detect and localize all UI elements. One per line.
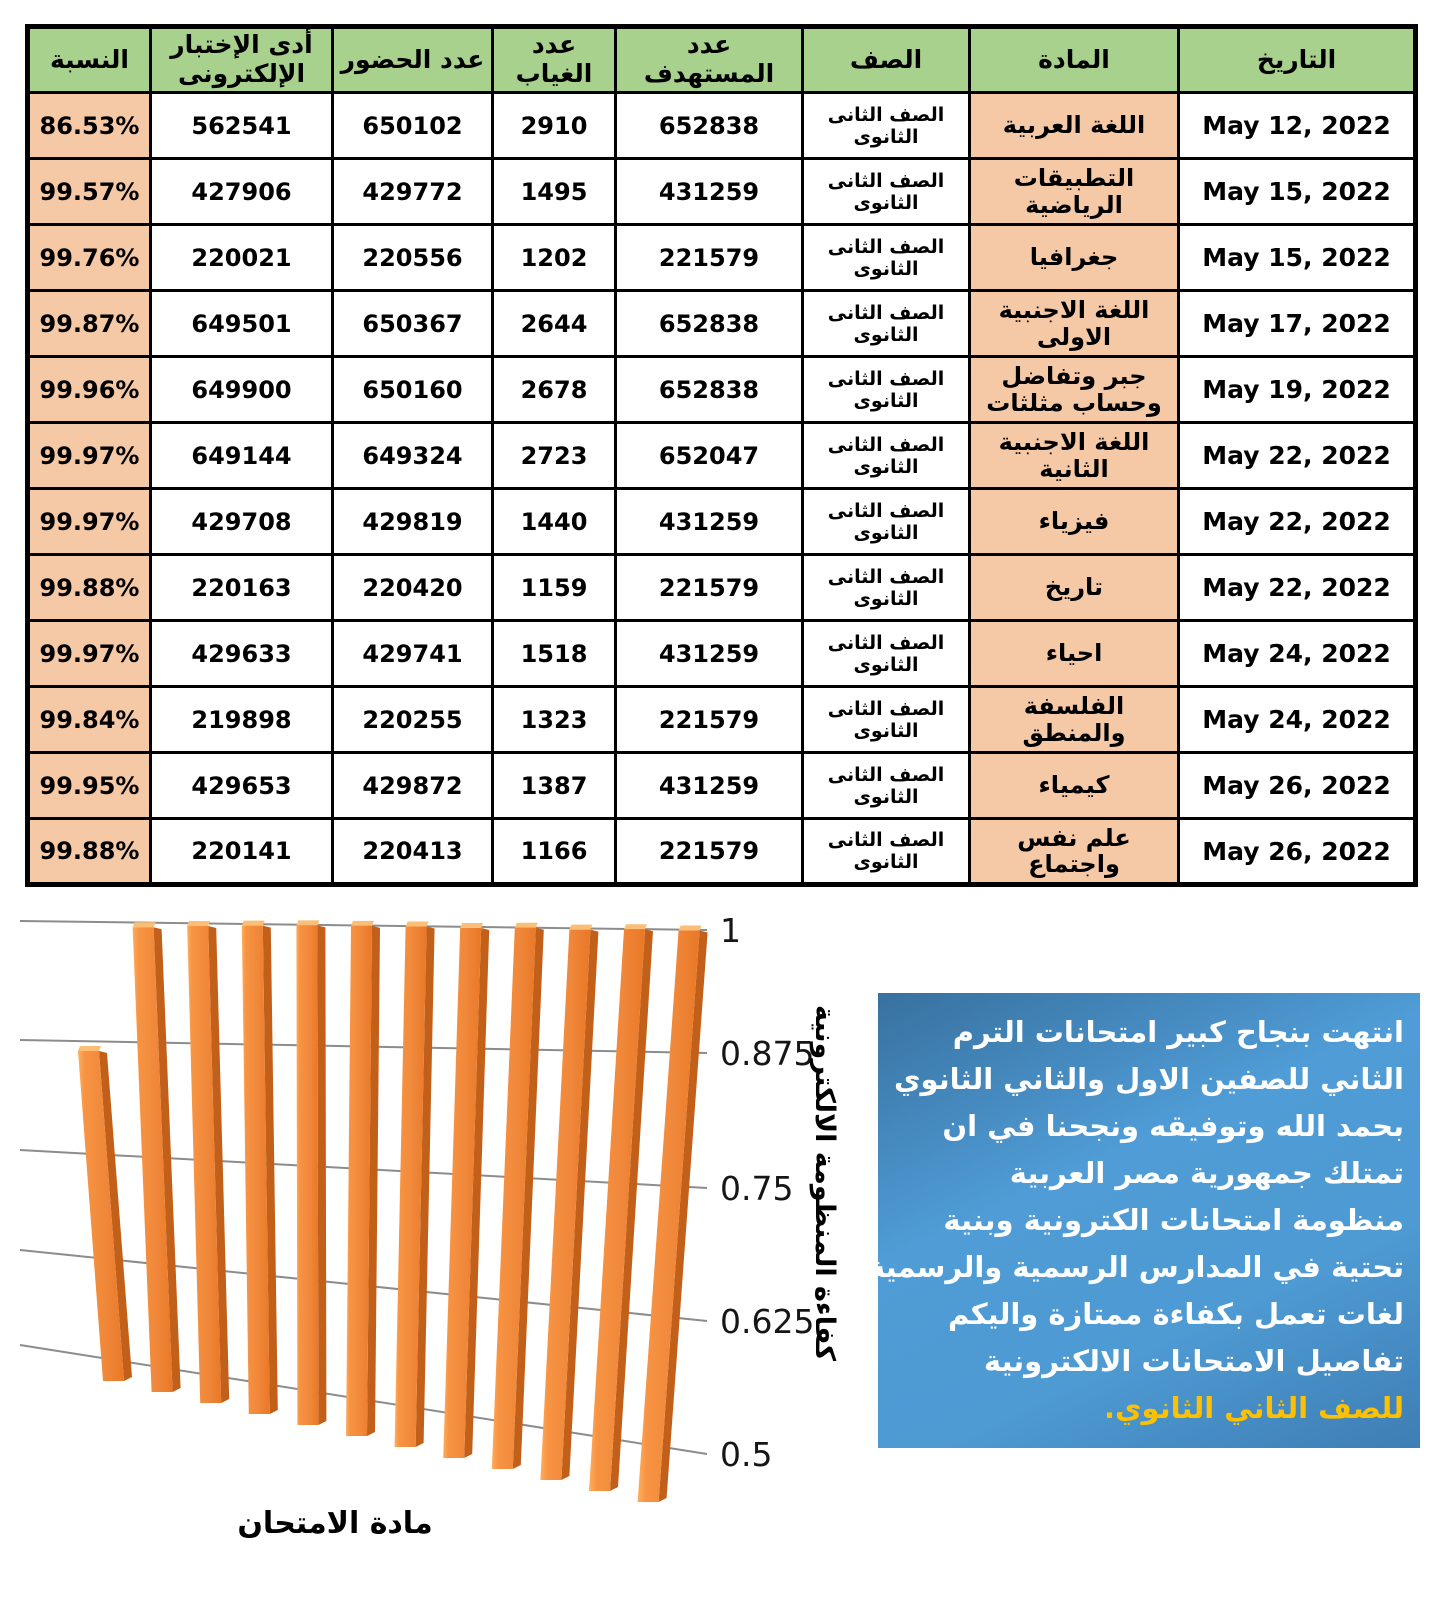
cell-absent: 1202	[493, 225, 616, 291]
table-row	[28, 819, 1416, 885]
cell-subject: الفلسفة والمنطق	[970, 687, 1179, 753]
cell-date: May 19, 2022	[1179, 357, 1416, 423]
cell-pct: 99.87%	[28, 291, 151, 357]
cell-absent: 2910	[493, 93, 616, 159]
cell-date: May 22, 2022	[1179, 489, 1416, 555]
cell-date: May 15, 2022	[1179, 225, 1416, 291]
table-row	[28, 753, 1416, 819]
cell-absent: 1166	[493, 819, 616, 885]
cell-subject: جغرافيا	[970, 225, 1179, 291]
cell-took: 427906	[151, 159, 333, 225]
cell-subject: جبر وتفاضل وحساب مثلثات	[970, 357, 1179, 423]
cell-pct: 99.97%	[28, 423, 151, 489]
cell-pct: 99.96%	[28, 357, 151, 423]
cell-pct: 99.88%	[28, 819, 151, 885]
cell-subject: اللغة الاجنبية الثانية	[970, 423, 1179, 489]
cell-absent: 1440	[493, 489, 616, 555]
announcement-line: تمتلك جمهورية مصر العربية	[1009, 1156, 1404, 1190]
cell-target: 431259	[616, 753, 803, 819]
announcement-line: بحمد الله وتوفيقه ونجحنا في ان	[942, 1109, 1404, 1143]
cell-absent: 2644	[493, 291, 616, 357]
cell-subject: اللغة الاجنبية الاولى	[970, 291, 1179, 357]
announcement-line: انتهت بنجاح كبير امتحانات الترم	[952, 1015, 1404, 1049]
cell-grade: الصف الثانى الثانوى	[803, 93, 970, 159]
cell-grade: الصف الثانى الثانوى	[803, 687, 970, 753]
table-row	[28, 357, 1416, 423]
table-row	[28, 225, 1416, 291]
cell-subject: تاريخ	[970, 555, 1179, 621]
cell-subject: التطبيقات الرياضية	[970, 159, 1179, 225]
exam-results-table	[25, 24, 1418, 887]
cell-grade: الصف الثانى الثانوى	[803, 555, 970, 621]
header-target-count: عدد المستهدف	[616, 27, 803, 93]
cell-absent: 1323	[493, 687, 616, 753]
cell-target: 652838	[616, 357, 803, 423]
svg-text:0.75: 0.75	[720, 1169, 794, 1208]
table-row	[28, 93, 1416, 159]
header-subject: المادة	[970, 27, 1179, 93]
announcement-line: لغات تعمل بكفاءة ممتازة واليكم	[948, 1297, 1404, 1331]
cell-took: 649501	[151, 291, 333, 357]
cell-present: 429819	[333, 489, 493, 555]
cell-took: 220141	[151, 819, 333, 885]
announcement-line: الثاني للصفين الاول والثاني الثانوي	[893, 1062, 1404, 1096]
cell-date: May 17, 2022	[1179, 291, 1416, 357]
y-axis-label: كفاءة المنظومة الالكترونية	[809, 1005, 840, 1361]
cell-took: 649144	[151, 423, 333, 489]
cell-grade: الصف الثانى الثانوى	[803, 225, 970, 291]
cell-took: 429633	[151, 621, 333, 687]
header-row	[28, 27, 1416, 93]
cell-took: 219898	[151, 687, 333, 753]
cell-took: 429653	[151, 753, 333, 819]
cell-present: 220413	[333, 819, 493, 885]
cell-target: 221579	[616, 687, 803, 753]
header-absence-count: عدد الغياب	[493, 27, 616, 93]
cell-pct: 99.76%	[28, 225, 151, 291]
chart-bars	[78, 920, 708, 1502]
cell-present: 649324	[333, 423, 493, 489]
cell-grade: الصف الثانى الثانوى	[803, 621, 970, 687]
cell-present: 220255	[333, 687, 493, 753]
cell-present: 650102	[333, 93, 493, 159]
cell-target: 652838	[616, 291, 803, 357]
cell-subject: احياء	[970, 621, 1179, 687]
cell-absent: 1159	[493, 555, 616, 621]
announcement-line: تحتية في المدارس الرسمية والرسمية	[868, 1250, 1404, 1284]
cell-grade: الصف الثانى الثانوى	[803, 753, 970, 819]
exam-table-body	[28, 93, 1416, 885]
header-percentage: النسبة	[28, 27, 151, 93]
cell-target: 652838	[616, 93, 803, 159]
cell-grade: الصف الثانى الثانوى	[803, 423, 970, 489]
cell-target: 431259	[616, 489, 803, 555]
table-row	[28, 621, 1416, 687]
cell-pct: 99.97%	[28, 489, 151, 555]
cell-pct: 99.95%	[28, 753, 151, 819]
cell-grade: الصف الثانى الثانوى	[803, 819, 970, 885]
table-row	[28, 489, 1416, 555]
announcement-box	[868, 993, 1420, 1448]
cell-target: 431259	[616, 621, 803, 687]
cell-grade: الصف الثانى الثانوى	[803, 291, 970, 357]
cell-grade: الصف الثانى الثانوى	[803, 159, 970, 225]
header-took-electronic-exam: أدى الإختبار الإلكترونى	[151, 27, 333, 93]
cell-took: 220021	[151, 225, 333, 291]
cell-date: May 15, 2022	[1179, 159, 1416, 225]
cell-took: 562541	[151, 93, 333, 159]
cell-took: 220163	[151, 555, 333, 621]
efficiency-chart-svg	[0, 893, 880, 1565]
cell-subject: علم نفس واجتماع	[970, 819, 1179, 885]
cell-date: May 22, 2022	[1179, 423, 1416, 489]
cell-pct: 99.57%	[28, 159, 151, 225]
cell-date: May 22, 2022	[1179, 555, 1416, 621]
cell-pct: 86.53%	[28, 93, 151, 159]
announcement-highlight-line: للصف الثاني الثانوي.	[1103, 1391, 1404, 1425]
cell-subject: فيزياء	[970, 489, 1179, 555]
header-attendance-count: عدد الحضور	[333, 27, 493, 93]
table-row	[28, 555, 1416, 621]
cell-date: May 26, 2022	[1179, 819, 1416, 885]
cell-grade: الصف الثانى الثانوى	[803, 357, 970, 423]
cell-present: 650367	[333, 291, 493, 357]
cell-took: 649900	[151, 357, 333, 423]
cell-present: 429772	[333, 159, 493, 225]
cell-date: May 24, 2022	[1179, 621, 1416, 687]
svg-text:0.875: 0.875	[720, 1034, 815, 1073]
cell-target: 652047	[616, 423, 803, 489]
cell-absent: 1518	[493, 621, 616, 687]
svg-text:0.625: 0.625	[720, 1302, 815, 1341]
header-date: التاريخ	[1179, 27, 1416, 93]
svg-text:0.5: 0.5	[720, 1435, 773, 1474]
cell-absent: 2678	[493, 357, 616, 423]
cell-date: May 24, 2022	[1179, 687, 1416, 753]
header-grade: الصف	[803, 27, 970, 93]
cell-grade: الصف الثانى الثانوى	[803, 489, 970, 555]
cell-took: 429708	[151, 489, 333, 555]
cell-pct: 99.84%	[28, 687, 151, 753]
cell-subject: كيمياء	[970, 753, 1179, 819]
cell-pct: 99.88%	[28, 555, 151, 621]
cell-target: 221579	[616, 225, 803, 291]
chart-ytick-labels	[720, 911, 814, 1474]
cell-pct: 99.97%	[28, 621, 151, 687]
x-axis-label: مادة الامتحان	[237, 1506, 433, 1541]
cell-absent: 1387	[493, 753, 616, 819]
table-row	[28, 291, 1416, 357]
table-row	[28, 159, 1416, 225]
announcement-line: منظومة امتحانات الكترونية وبنية	[943, 1203, 1404, 1237]
svg-text:1: 1	[720, 911, 741, 950]
cell-absent: 2723	[493, 423, 616, 489]
cell-date: May 12, 2022	[1179, 93, 1416, 159]
cell-absent: 1495	[493, 159, 616, 225]
cell-present: 429741	[333, 621, 493, 687]
announcement-line: تفاصيل الامتحانات الالكترونية	[983, 1344, 1404, 1378]
cell-subject: اللغة العربية	[970, 93, 1179, 159]
cell-target: 221579	[616, 819, 803, 885]
cell-present: 220556	[333, 225, 493, 291]
cell-target: 431259	[616, 159, 803, 225]
cell-date: May 26, 2022	[1179, 753, 1416, 819]
table-row	[28, 423, 1416, 489]
cell-target: 221579	[616, 555, 803, 621]
cell-present: 650160	[333, 357, 493, 423]
exam-results-table-container	[25, 24, 1418, 887]
cell-present: 220420	[333, 555, 493, 621]
table-row	[28, 687, 1416, 753]
cell-present: 429872	[333, 753, 493, 819]
